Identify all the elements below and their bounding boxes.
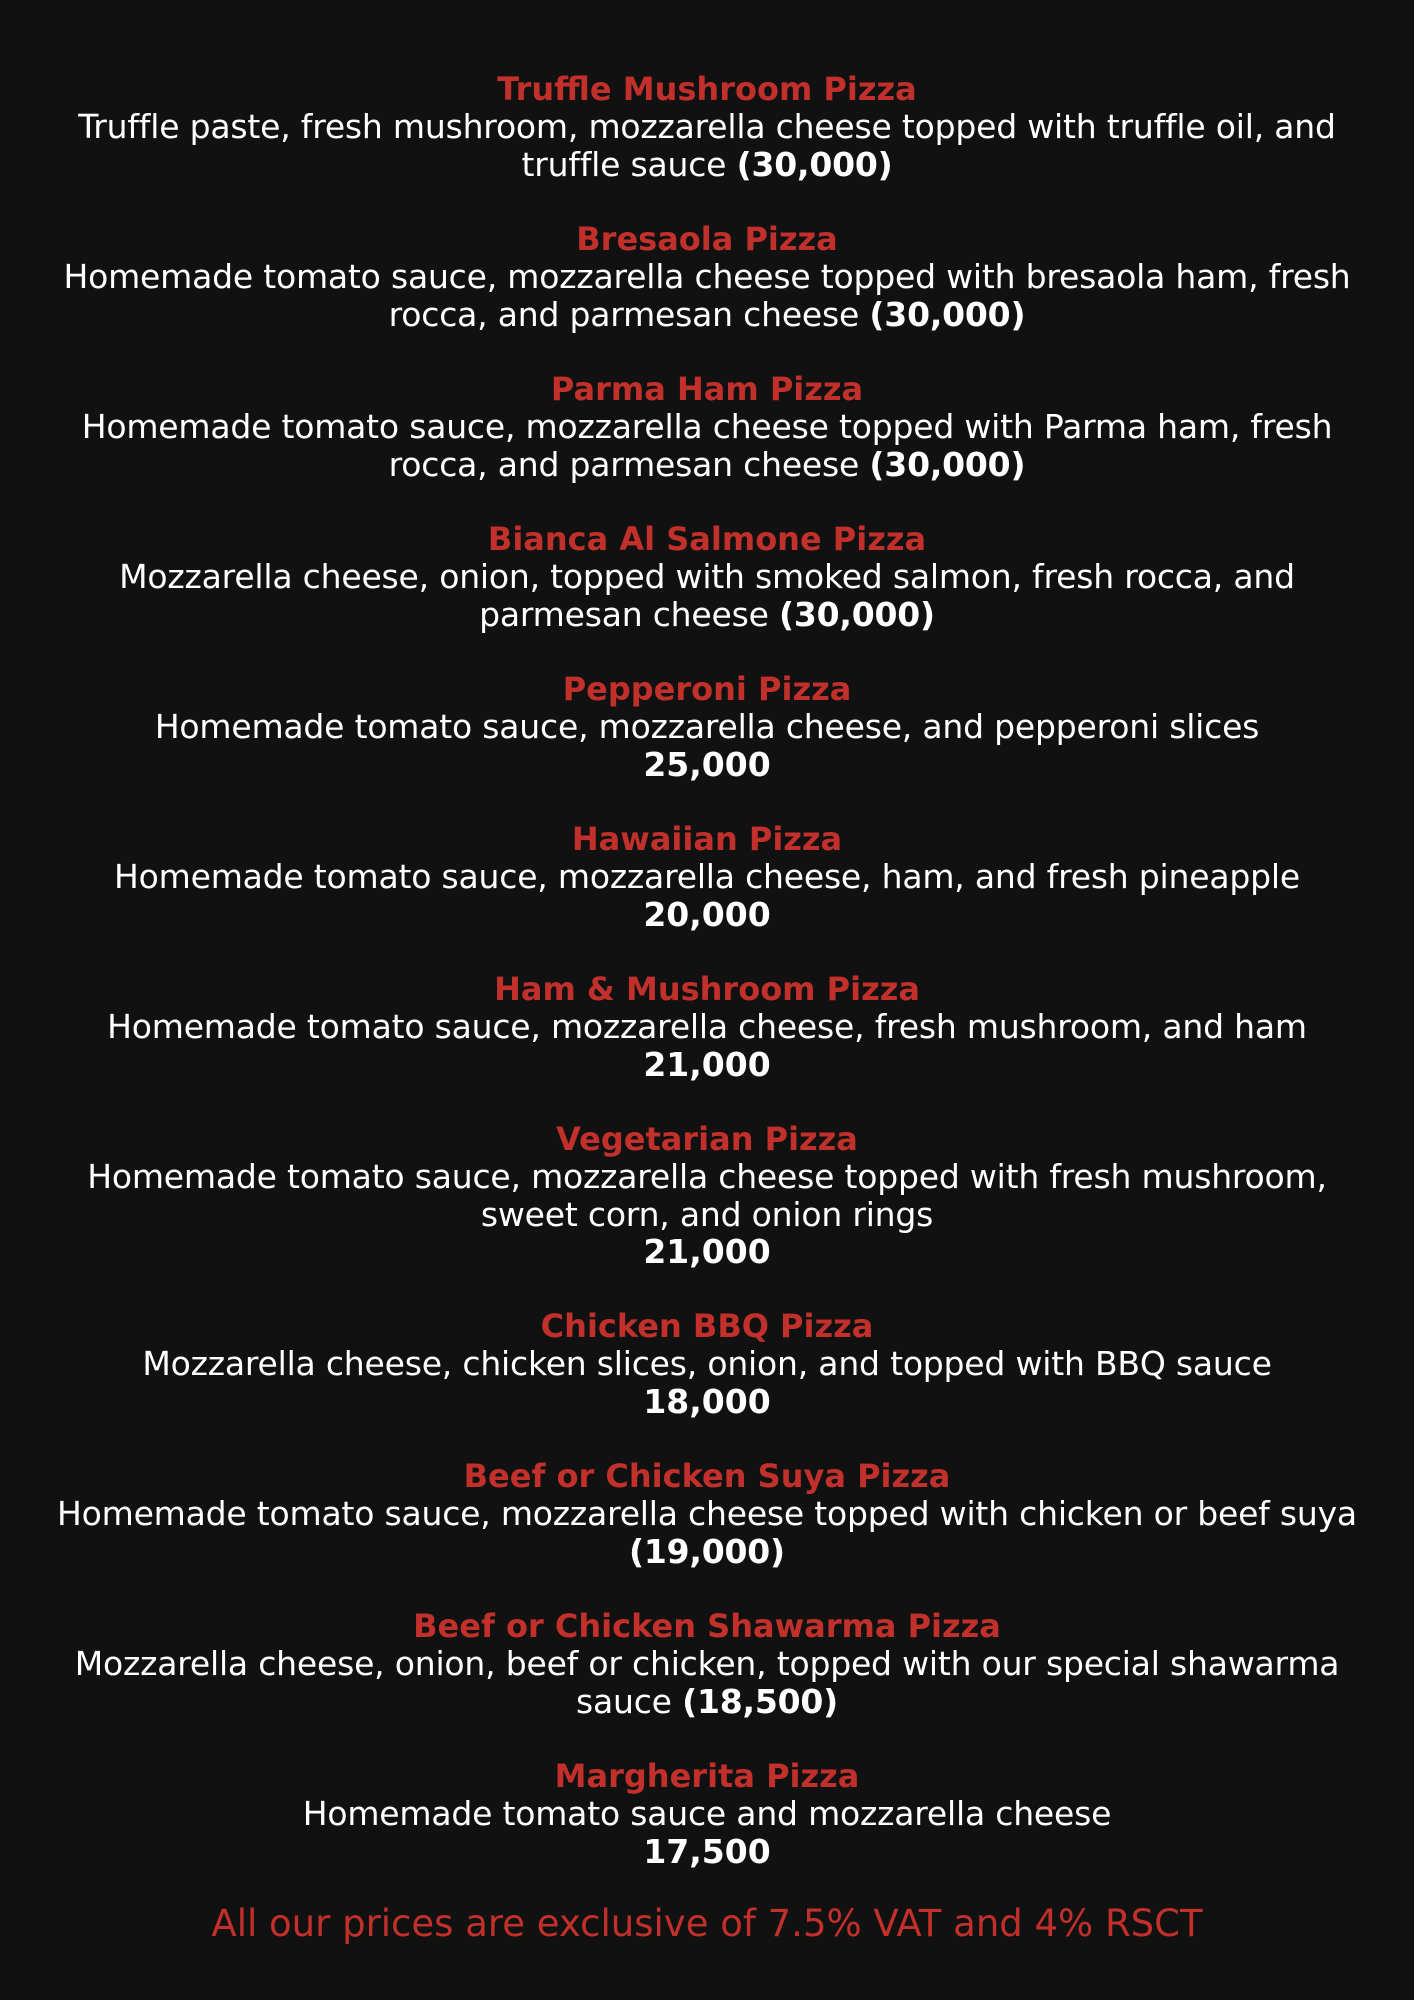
item-price: (19,000) xyxy=(629,1531,785,1571)
item-price: (30,000) xyxy=(869,294,1026,334)
menu-item xyxy=(40,1458,1374,1570)
item-price: 21,000 xyxy=(643,1044,771,1084)
item-price: 21,000 xyxy=(643,1232,771,1271)
item-description xyxy=(40,408,1374,483)
item-description-text: Homemade tomato sauce, mozzarella cheese topped with chicken or beef suya xyxy=(57,1494,1357,1533)
item-name: Chicken BBQ Pizza xyxy=(540,1307,874,1345)
item-description xyxy=(40,258,1374,333)
item-price: 17,500 xyxy=(643,1831,771,1871)
item-price: 25,000 xyxy=(643,744,771,784)
item-description xyxy=(40,108,1374,183)
menu-item xyxy=(40,1758,1374,1870)
menu-item xyxy=(40,1121,1374,1271)
item-price: (30,000) xyxy=(778,594,935,634)
item-price: (30,000) xyxy=(736,144,893,184)
vat-note: All our prices are exclusive of 7.5% VAT and 4% RSCT xyxy=(211,1902,1203,1945)
item-description xyxy=(40,558,1374,633)
menu-item xyxy=(40,371,1374,483)
item-description-text: Truffle paste, fresh mushroom, mozzarella cheese topped with truffle oil, and truffle sauce xyxy=(78,107,1336,184)
item-description: Mozzarella cheese, chicken slices, onion, and topped with BBQ sauce xyxy=(142,1344,1272,1383)
item-price: (18,500) xyxy=(682,1681,838,1721)
item-price: 20,000 xyxy=(643,894,771,934)
menu-item xyxy=(40,1608,1374,1720)
item-description-text: Homemade tomato sauce, mozzarella cheese topped with bresaola ham, fresh rocca, and parmesan cheese xyxy=(63,257,1351,334)
item-name: Truffle Mushroom Pizza xyxy=(497,70,917,108)
item-description-text: Mozzarella cheese, onion, topped with smoked salmon, fresh rocca, and parmesan cheese xyxy=(119,557,1295,634)
item-description: Homemade tomato sauce and mozzarella cheese xyxy=(302,1794,1112,1833)
menu-item xyxy=(40,971,1374,1083)
item-name: Beef or Chicken Shawarma Pizza xyxy=(413,1607,1001,1645)
menu-item xyxy=(40,221,1374,333)
item-price: (30,000) xyxy=(869,444,1026,484)
item-name: Parma Ham Pizza xyxy=(550,370,864,408)
item-name: Margherita Pizza xyxy=(554,1757,860,1795)
item-name: Pepperoni Pizza xyxy=(562,670,852,708)
item-description xyxy=(40,1495,1374,1570)
item-price: 18,000 xyxy=(643,1381,771,1421)
item-name: Vegetarian Pizza xyxy=(556,1120,858,1158)
item-description: Homemade tomato sauce, mozzarella cheese topped with fresh mushroom, sweet corn, and onion rings xyxy=(87,1157,1327,1234)
item-description-text: Mozzarella cheese, onion, beef or chicken, topped with our special shawarma sauce xyxy=(74,1644,1340,1721)
item-name: Hawaiian Pizza xyxy=(571,820,843,858)
item-name: Bresaola Pizza xyxy=(576,220,838,258)
item-description xyxy=(40,1645,1374,1720)
item-description: Homemade tomato sauce, mozzarella cheese, fresh mushroom, and ham xyxy=(107,1007,1307,1046)
menu-item xyxy=(40,71,1374,183)
item-description: Homemade tomato sauce, mozzarella cheese, and pepperoni slices xyxy=(154,707,1260,746)
item-name: Bianca Al Salmone Pizza xyxy=(487,520,927,558)
menu-item xyxy=(40,671,1374,783)
menu-item xyxy=(40,521,1374,633)
item-description: Homemade tomato sauce, mozzarella cheese, ham, and fresh pineapple xyxy=(114,857,1300,896)
menu-item xyxy=(40,821,1374,933)
item-name: Ham & Mushroom Pizza xyxy=(494,970,920,1008)
menu-item xyxy=(40,1308,1374,1420)
item-description-text: Homemade tomato sauce, mozzarella cheese topped with Parma ham, fresh rocca, and parmesan cheese xyxy=(81,407,1333,484)
item-name: Beef or Chicken Suya Pizza xyxy=(463,1457,951,1495)
